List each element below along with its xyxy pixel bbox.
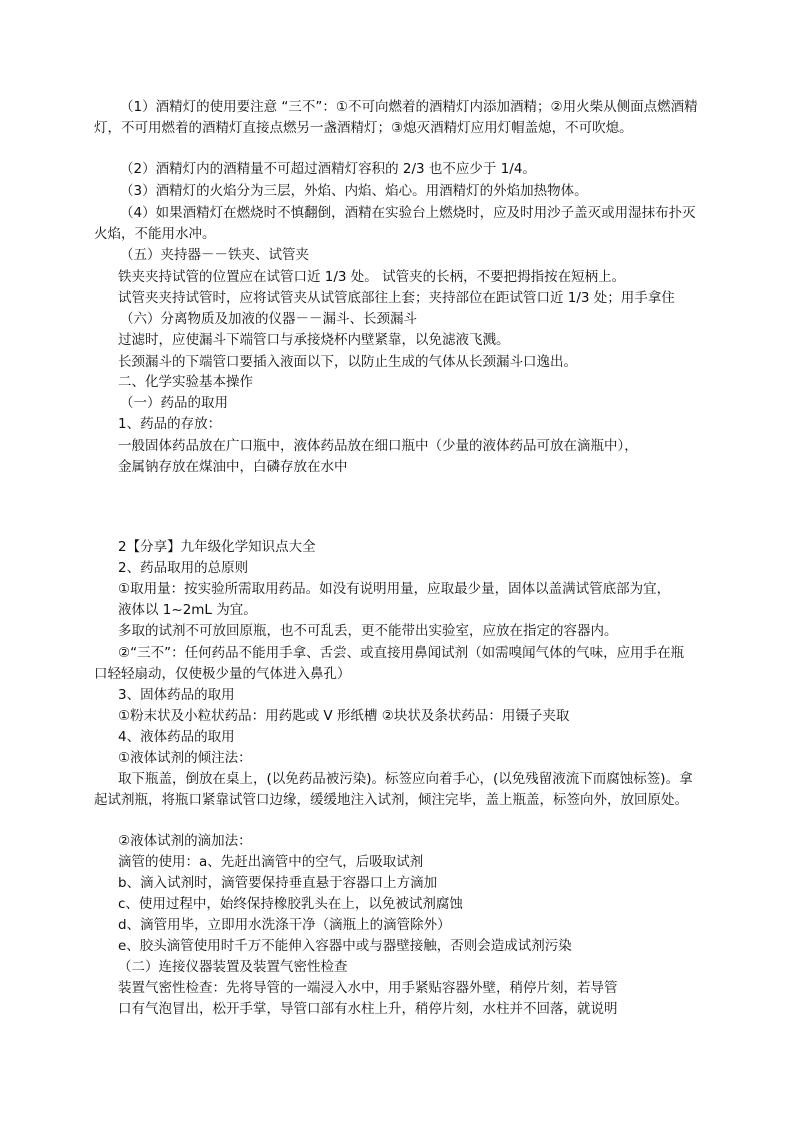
text-line: 装置气密性检查：先将导管的一端浸入水中，用手紧贴容器外壁，稍停片刻，若导管 (118, 980, 618, 996)
text-line: （1）酒精灯的使用要注意 “三不”：①不可向燃着的酒精灯内添加酒精；②用火柴从侧面点燃酒精 (120, 99, 698, 115)
text-line: （3）酒精灯的火焰分为三层，外焰、内焰、焰心。用酒精灯的外焰加热物体。 (120, 183, 588, 199)
section-heading: （一）药品的取用 (120, 395, 228, 411)
text-line: ①粉末状及小粒状药品：用药匙或 V 形纸槽 ②块状及条状药品：用镊子夹取 (118, 708, 570, 724)
section-heading: （二）连接仪器装置及装置气密性检查 (118, 959, 348, 975)
share-heading: 2【分享】九年级化学知识点大全 (118, 539, 316, 555)
text-line: 1、药品的存放： (118, 416, 222, 432)
text-line: 金属钠存放在煤油中，白磷存放在水中 (118, 459, 348, 475)
text-line: 试管夹夹持试管时，应将试管夹从试管底部往上套；夹持部位在距试管口近 1/3 处；用手拿住 (118, 290, 675, 306)
text-line: 铁夹夹持试管的位置应在试管口近 1/3 处。 试管夹的长柄，不要把拇指按在短柄上。 (118, 269, 626, 285)
text-line: ②液体试剂的滴加法： (118, 833, 252, 849)
text-line: b、滴入试剂时，滴管要保持垂直悬于容器口上方滴加 (118, 875, 438, 891)
text-line: 火焰，不能用水冲。 (94, 226, 216, 242)
section-heading: 二、化学实验基本操作 (118, 374, 253, 390)
text-line: 多取的试剂不可放回原瓶，也不可乱丢，更不能带出实验室，应放在指定的容器内。 (118, 623, 618, 639)
text-line: ①液体试剂的倾注法： (118, 750, 252, 766)
text-line: d、滴管用毕，立即用水洗涤干净（滴瓶上的滴管除外） (118, 917, 451, 933)
text-line: 取下瓶盖，倒放在桌上，(以免药品被污染)。标签应向着手心，(以免残留液流下而腐蚀标签)。拿 (118, 771, 693, 787)
text-line: 灯，不可用燃着的酒精灯直接点燃另一盏酒精灯；③熄灭酒精灯应用灯帽盖熄，不可吹熄。 (94, 120, 633, 136)
text-line: 起试剂瓶，将瓶口紧靠试管口边缘，缓缓地注入试剂，倾注完毕，盖上瓶盖，标签向外，放回原处。 (94, 792, 688, 808)
text-line: ②“三不”：任何药品不能用手拿、舌尝、或直接用鼻闻试剂（如需嗅闻气体的气味，应用手在瓶 (118, 645, 685, 661)
text-line: 口有气泡冒出，松开手掌，导管口部有水柱上升，稍停片刻，水柱并不回落，就说明 (118, 1001, 618, 1017)
text-line: 4、液体药品的取用 (118, 729, 235, 745)
text-line: 长颈漏斗的下端管口要插入液面以下，以防止生成的气体从长颈漏斗口逸出。 (118, 354, 577, 370)
text-line: （4）如果酒精灯在燃烧时不慎翻倒，酒精在实验台上燃烧时，应及时用沙子盖灭或用湿抹布扑灭 (120, 205, 696, 221)
text-line: 口轻轻扇动，仅使极少量的气体进入鼻孔） (94, 666, 351, 682)
text-line: 一般固体药品放在广口瓶中，液体药品放在细口瓶中（少量的液体药品可放在滴瓶中）， (118, 438, 638, 454)
text-line: （2）酒精灯内的酒精量不可超过酒精灯容积的 2/3 也不应少于 1/4。 (120, 161, 536, 177)
text-line: e、胶头滴管使用时千万不能伸入容器中或与器壁接触，否则会造成试剂污染 (118, 938, 572, 954)
section-heading: （六）分离物质及加液的仪器－－漏斗、长颈漏斗 (120, 311, 417, 327)
text-line: 过滤时，应使漏斗下端管口与承接烧杯内壁紧靠，以免滤液飞溅。 (118, 332, 510, 348)
text-line: 液体以 1~2mL 为宜。 (118, 602, 257, 618)
text-line: c、使用过程中，始终保持橡胶乳头在上，以免被试剂腐蚀 (118, 896, 463, 912)
text-line: 滴管的使用：a、先赶出滴管中的空气，后吸取试剂 (118, 854, 424, 870)
text-line: 3、固体药品的取用 (118, 687, 235, 703)
text-line: ①取用量：按实验所需取用药品。如没有说明用量，应取最少量，固体以盖满试管底部为宜， (118, 581, 671, 597)
section-heading: （五）夹持器－－铁夹、试管夹 (120, 247, 309, 263)
text-line: 2、药品取用的总原则 (118, 560, 249, 576)
